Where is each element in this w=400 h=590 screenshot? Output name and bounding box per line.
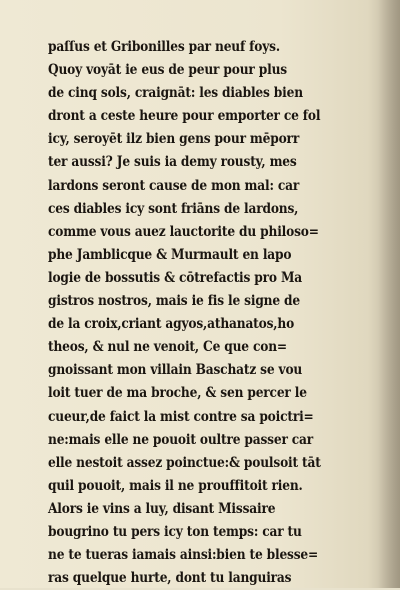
text-line: de cinq sols, craignāt: les diables bien [48,85,303,102]
text-line: Alors ie vins a luy, disant Missaire [48,500,276,517]
text-line: lardons seront cause de mon mal: car [48,177,300,194]
text-line: ter aussi? Je suis ia demy rousty, mes [48,154,297,171]
text-line: ne te tueras iamais ainsi:bien te blesse= [48,547,319,564]
text-line: icy, seroyēt ilz bien gens pour mēporr [48,131,300,148]
text-line: ras quelque hurte, dont tu languiras [48,570,292,587]
text-line: cueur,de faict la mist contre sa poictri= [48,408,314,425]
text-line: paſſus et Gribonilles par neuf foys. [48,39,280,55]
text-line: phe Jamblicque & Murmault en lapo [48,246,292,263]
text-line: gnoissant mon villain Baschatz se vou [48,362,303,379]
text-line: de la croix,criant agyos,athanatos,ho [48,316,295,333]
page-text-block [48,36,378,590]
text-line: dront a ceste heure pour emporter ce fol [48,108,321,125]
text-line: logie de bossutis & cōtrefactis pro Ma [48,269,303,286]
text-line: gistros nostros, mais ie fis le signe de [48,293,300,310]
text-line: quil pouoit, mais il ne prouffitoit rien. [48,477,303,494]
text-line: ces diables icy sont friāns de lardons, [48,200,299,217]
text-line: Quoy voyāt ie eus de peur pour plus [48,62,287,79]
text-line: bougrino tu pers icy ton temps: car tu [48,523,302,540]
text-line: comme vous auez lauctorite du philoso= [48,223,319,240]
text-line: theos, & nul ne venoit, Ce que con= [48,339,287,356]
page-gutter-shadow [378,0,400,588]
text-line: elle nestoit assez poinctue:& poulsoit tāt [48,454,321,471]
text-line: ne:mais elle ne pouoit oultre passer car [48,431,314,448]
text-line: loit tuer de ma broche, & sen percer le [48,385,307,402]
